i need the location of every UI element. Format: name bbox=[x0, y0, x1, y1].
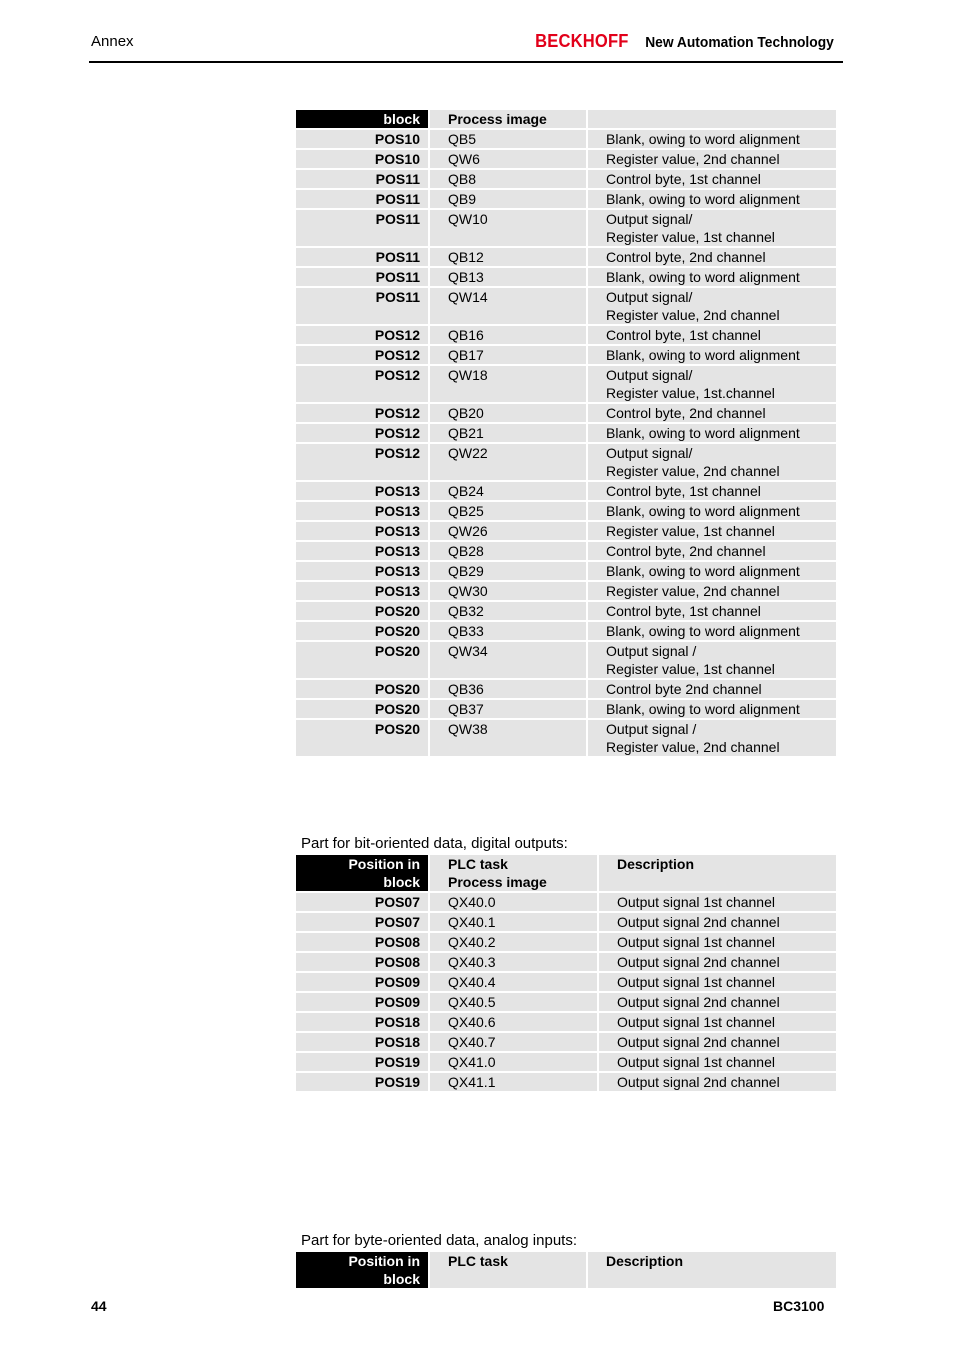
table-row bbox=[296, 582, 836, 600]
table-header-row bbox=[296, 1252, 836, 1288]
row-position: POS11 bbox=[296, 190, 428, 208]
cell-line: Control byte, 1st channel bbox=[606, 483, 761, 499]
cell-line: Output signal 2nd channel bbox=[617, 1034, 780, 1050]
row-description bbox=[588, 502, 836, 520]
row-description bbox=[588, 248, 836, 266]
beckhoff-logo: BECKHOFF bbox=[535, 31, 629, 51]
row-process-image: QW10 bbox=[430, 210, 586, 246]
row-process-image: QB28 bbox=[430, 542, 586, 560]
row-position: POS11 bbox=[296, 288, 428, 324]
cell-line: Blank, owing to word alignment bbox=[606, 701, 800, 717]
cell-line: Register value, 1st.channel bbox=[606, 385, 775, 401]
row-description bbox=[588, 700, 836, 718]
row-process-image: QB29 bbox=[430, 562, 586, 580]
cell-line: PLC task bbox=[448, 856, 508, 872]
table-row bbox=[296, 444, 836, 480]
row-description bbox=[599, 953, 836, 971]
row-position: POS20 bbox=[296, 720, 428, 756]
row-process-image: QB21 bbox=[430, 424, 586, 442]
cell-line: Blank, owing to word alignment bbox=[606, 131, 800, 147]
row-description bbox=[599, 913, 836, 931]
row-description bbox=[588, 582, 836, 600]
row-position: POS20 bbox=[296, 602, 428, 620]
row-description bbox=[588, 622, 836, 640]
row-description bbox=[588, 346, 836, 364]
cell-line: Output signal 1st channel bbox=[617, 974, 775, 990]
row-process-image: QW34 bbox=[430, 642, 586, 678]
row-process-image: QB32 bbox=[430, 602, 586, 620]
row-position: POS09 bbox=[296, 973, 428, 991]
row-description bbox=[588, 522, 836, 540]
cell-line: Blank, owing to word alignment bbox=[606, 425, 800, 441]
row-position: POS20 bbox=[296, 622, 428, 640]
table-row bbox=[296, 720, 836, 756]
analog-inputs-table bbox=[294, 1250, 838, 1290]
process-image-table-outputs bbox=[294, 108, 838, 758]
cell-line: Blank, owing to word alignment bbox=[606, 503, 800, 519]
brand bbox=[527, 31, 842, 52]
cell-line: Output signal/ bbox=[606, 445, 693, 461]
row-process-image: QB8 bbox=[430, 170, 586, 188]
row-description bbox=[599, 973, 836, 991]
table-row bbox=[296, 268, 836, 286]
cell-line: Output signal 2nd channel bbox=[617, 1074, 780, 1090]
page-number: 44 bbox=[91, 1298, 107, 1314]
cell-line: Output signal 2nd channel bbox=[617, 954, 780, 970]
cell-line: Register value, 2nd channel bbox=[606, 307, 780, 323]
row-position: POS20 bbox=[296, 642, 428, 678]
row-process-image: QW30 bbox=[430, 582, 586, 600]
table-row bbox=[296, 680, 836, 698]
cell-line: Control byte, 2nd channel bbox=[606, 249, 766, 265]
header-position bbox=[296, 1252, 428, 1288]
row-process-image: QX40.3 bbox=[430, 953, 597, 971]
row-description bbox=[599, 1013, 836, 1031]
row-position: POS20 bbox=[296, 680, 428, 698]
cell-line: Register value, 1st channel bbox=[606, 523, 775, 539]
row-description bbox=[588, 404, 836, 422]
row-position: POS11 bbox=[296, 170, 428, 188]
row-process-image: QX40.5 bbox=[430, 993, 597, 1011]
caption-digital-outputs: Part for bit-oriented data, digital outputs: bbox=[301, 835, 568, 852]
row-description bbox=[588, 130, 836, 148]
cell-line: PLC task bbox=[448, 1253, 508, 1269]
cell-line: Output signal 1st channel bbox=[617, 894, 775, 910]
table-row bbox=[296, 1073, 836, 1091]
row-process-image: QB20 bbox=[430, 404, 586, 422]
row-process-image: QB37 bbox=[430, 700, 586, 718]
header-description bbox=[588, 110, 836, 128]
cell-line: Control byte 2nd channel bbox=[606, 681, 762, 697]
table-row bbox=[296, 366, 836, 402]
table-row bbox=[296, 1053, 836, 1071]
cell-line: Register value, 1st channel bbox=[606, 661, 775, 677]
row-process-image: QX40.6 bbox=[430, 1013, 597, 1031]
header-position: block bbox=[296, 110, 428, 128]
row-description bbox=[588, 170, 836, 188]
row-position: POS11 bbox=[296, 268, 428, 286]
row-position: POS12 bbox=[296, 326, 428, 344]
row-process-image: QW38 bbox=[430, 720, 586, 756]
cell-line: Control byte, 1st channel bbox=[606, 327, 761, 343]
cell-line: Control byte, 2nd channel bbox=[606, 405, 766, 421]
row-description bbox=[588, 602, 836, 620]
row-position: POS19 bbox=[296, 1053, 428, 1071]
header-description bbox=[588, 1252, 836, 1288]
cell-line: Control byte, 2nd channel bbox=[606, 543, 766, 559]
row-process-image: QW26 bbox=[430, 522, 586, 540]
table-row bbox=[296, 1013, 836, 1031]
table-row bbox=[296, 424, 836, 442]
cell-line: Output signal/ bbox=[606, 289, 693, 305]
row-process-image: QB16 bbox=[430, 326, 586, 344]
cell-line: Blank, owing to word alignment bbox=[606, 191, 800, 207]
cell-line: Output signal 1st channel bbox=[617, 934, 775, 950]
row-process-image: QB33 bbox=[430, 622, 586, 640]
row-process-image: QB12 bbox=[430, 248, 586, 266]
row-position: POS12 bbox=[296, 404, 428, 422]
table-row bbox=[296, 482, 836, 500]
table-header-row bbox=[296, 855, 836, 891]
cell-line: Position in bbox=[348, 1253, 420, 1269]
row-description bbox=[588, 210, 836, 246]
cell-line: Description bbox=[617, 856, 695, 872]
row-description bbox=[588, 326, 836, 344]
table-row bbox=[296, 642, 836, 678]
cell-line: Register value, 2nd channel bbox=[606, 583, 780, 599]
row-description bbox=[588, 642, 836, 678]
table-row bbox=[296, 913, 836, 931]
row-process-image: QW14 bbox=[430, 288, 586, 324]
table-row bbox=[296, 562, 836, 580]
table-row bbox=[296, 404, 836, 422]
header-rule bbox=[89, 61, 843, 63]
row-process-image: QB17 bbox=[430, 346, 586, 364]
row-description bbox=[588, 424, 836, 442]
table-row bbox=[296, 893, 836, 911]
row-position: POS10 bbox=[296, 150, 428, 168]
table-row bbox=[296, 542, 836, 560]
cell-line: Output signal 1st channel bbox=[617, 1014, 775, 1030]
cell-line: Output signal / bbox=[606, 721, 697, 737]
header-description bbox=[599, 855, 836, 891]
row-description bbox=[588, 444, 836, 480]
cell-line: Output signal/ bbox=[606, 211, 693, 227]
row-position: POS13 bbox=[296, 542, 428, 560]
row-position: POS07 bbox=[296, 893, 428, 911]
row-process-image: QX40.0 bbox=[430, 893, 597, 911]
row-description bbox=[599, 993, 836, 1011]
row-position: POS12 bbox=[296, 424, 428, 442]
cell-line: Position in bbox=[348, 856, 420, 872]
row-process-image: QX40.4 bbox=[430, 973, 597, 991]
row-position: POS18 bbox=[296, 1013, 428, 1031]
row-description bbox=[588, 150, 836, 168]
header-position bbox=[296, 855, 428, 891]
cell-line: Blank, owing to word alignment bbox=[606, 623, 800, 639]
row-position: POS08 bbox=[296, 933, 428, 951]
header-plc-task bbox=[430, 1252, 586, 1288]
row-process-image: QB25 bbox=[430, 502, 586, 520]
table-row bbox=[296, 210, 836, 246]
cell-line: Blank, owing to word alignment bbox=[606, 563, 800, 579]
row-position: POS12 bbox=[296, 444, 428, 480]
table-row bbox=[296, 522, 836, 540]
cell-line: Output signal 2nd channel bbox=[617, 914, 780, 930]
row-position: POS09 bbox=[296, 993, 428, 1011]
digital-outputs-table bbox=[294, 853, 838, 1093]
row-position: POS10 bbox=[296, 130, 428, 148]
row-description bbox=[588, 542, 836, 560]
cell-line: block bbox=[383, 1271, 420, 1287]
cell-line: Register value, 2nd channel bbox=[606, 151, 780, 167]
row-description bbox=[599, 933, 836, 951]
row-position: POS12 bbox=[296, 366, 428, 402]
caption-analog-inputs: Part for byte-oriented data, analog inputs: bbox=[301, 1232, 578, 1249]
row-process-image: QB24 bbox=[430, 482, 586, 500]
row-process-image: QX41.1 bbox=[430, 1073, 597, 1091]
table-row bbox=[296, 933, 836, 951]
table-row bbox=[296, 502, 836, 520]
row-description bbox=[588, 268, 836, 286]
row-description bbox=[599, 893, 836, 911]
table-row bbox=[296, 346, 836, 364]
row-position: POS19 bbox=[296, 1073, 428, 1091]
row-process-image: QB13 bbox=[430, 268, 586, 286]
cell-line: Blank, owing to word alignment bbox=[606, 269, 800, 285]
row-position: POS13 bbox=[296, 522, 428, 540]
row-description bbox=[588, 288, 836, 324]
cell-line: Description bbox=[606, 1253, 684, 1269]
table-header-row bbox=[296, 110, 836, 128]
row-description bbox=[599, 1073, 836, 1091]
table-row bbox=[296, 973, 836, 991]
row-position: POS13 bbox=[296, 582, 428, 600]
brand-tagline: New Automation Technology bbox=[645, 34, 834, 51]
row-process-image: QX40.1 bbox=[430, 913, 597, 931]
cell-line: Output signal 2nd channel bbox=[617, 994, 780, 1010]
row-description bbox=[588, 720, 836, 756]
row-description bbox=[588, 680, 836, 698]
row-position: POS11 bbox=[296, 210, 428, 246]
table-row bbox=[296, 326, 836, 344]
row-process-image: QW22 bbox=[430, 444, 586, 480]
row-process-image: QB9 bbox=[430, 190, 586, 208]
table-row bbox=[296, 150, 836, 168]
row-description bbox=[588, 562, 836, 580]
row-position: POS13 bbox=[296, 562, 428, 580]
row-process-image: QW6 bbox=[430, 150, 586, 168]
row-process-image: QW18 bbox=[430, 366, 586, 402]
row-description bbox=[599, 1033, 836, 1051]
table-row bbox=[296, 130, 836, 148]
table-row bbox=[296, 288, 836, 324]
row-process-image: QB5 bbox=[430, 130, 586, 148]
row-process-image: QX40.7 bbox=[430, 1033, 597, 1051]
row-process-image: QB36 bbox=[430, 680, 586, 698]
row-position: POS11 bbox=[296, 248, 428, 266]
cell-line: block bbox=[383, 874, 420, 890]
table-row bbox=[296, 953, 836, 971]
row-process-image: QX40.2 bbox=[430, 933, 597, 951]
row-position: POS08 bbox=[296, 953, 428, 971]
cell-line: Blank, owing to word alignment bbox=[606, 347, 800, 363]
table-row bbox=[296, 190, 836, 208]
cell-line: Register value, 2nd channel bbox=[606, 463, 780, 479]
header-plc-task bbox=[430, 855, 597, 891]
row-process-image: QX41.0 bbox=[430, 1053, 597, 1071]
row-description bbox=[588, 366, 836, 402]
table-row bbox=[296, 622, 836, 640]
row-description bbox=[588, 190, 836, 208]
cell-line: Process image bbox=[448, 874, 547, 890]
row-position: POS20 bbox=[296, 700, 428, 718]
section-title: Annex bbox=[91, 33, 134, 50]
row-position: POS13 bbox=[296, 482, 428, 500]
cell-line: Output signal/ bbox=[606, 367, 693, 383]
cell-line: Output signal 1st channel bbox=[617, 1054, 775, 1070]
row-position: POS18 bbox=[296, 1033, 428, 1051]
row-position: POS13 bbox=[296, 502, 428, 520]
cell-line: Register value, 1st channel bbox=[606, 229, 775, 245]
row-description bbox=[588, 482, 836, 500]
row-position: POS07 bbox=[296, 913, 428, 931]
cell-line: Control byte, 1st channel bbox=[606, 603, 761, 619]
table-row bbox=[296, 1033, 836, 1051]
table-row bbox=[296, 700, 836, 718]
table-row bbox=[296, 602, 836, 620]
table-row bbox=[296, 170, 836, 188]
row-description bbox=[599, 1053, 836, 1071]
cell-line: Control byte, 1st channel bbox=[606, 171, 761, 187]
cell-line: Output signal / bbox=[606, 643, 697, 659]
document-id: BC3100 bbox=[773, 1298, 825, 1314]
cell-line: Register value, 2nd channel bbox=[606, 739, 780, 755]
table-row bbox=[296, 248, 836, 266]
header-process-image: Process image bbox=[430, 110, 586, 128]
row-position: POS12 bbox=[296, 346, 428, 364]
table-row bbox=[296, 993, 836, 1011]
